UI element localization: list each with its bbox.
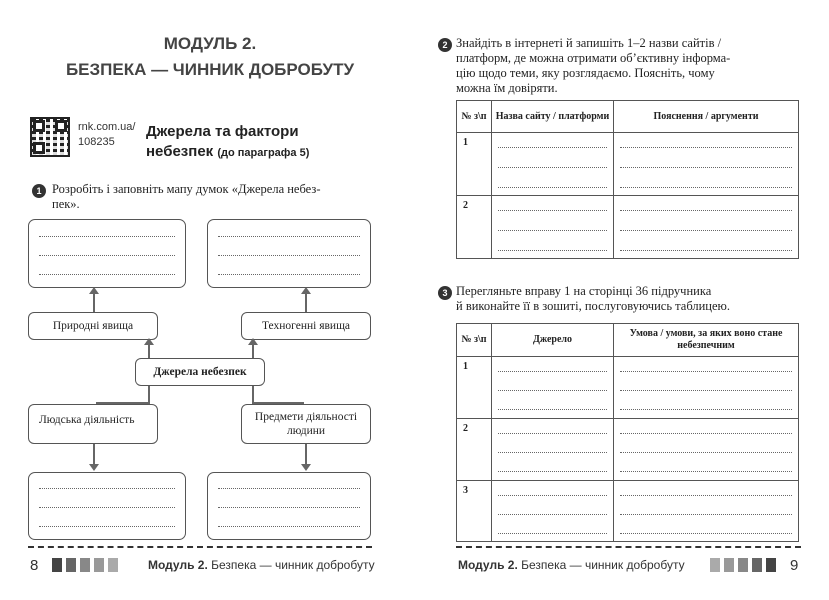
footer-square bbox=[766, 558, 776, 572]
footer-square bbox=[66, 558, 76, 572]
table-row bbox=[457, 481, 799, 542]
task2-line: можна їм довіряти. bbox=[456, 81, 558, 95]
condition-cell[interactable] bbox=[614, 419, 799, 481]
task2-text bbox=[456, 36, 801, 96]
sources-table bbox=[456, 323, 799, 542]
arrowhead-up-icon bbox=[144, 338, 154, 345]
source-cell[interactable] bbox=[492, 419, 614, 481]
answer-box-technogenic[interactable] bbox=[207, 219, 371, 288]
qr-url[interactable] bbox=[78, 120, 135, 150]
footer-subtitle: Безпека — чинник добробуту bbox=[521, 558, 685, 572]
node-technogenic: Техногенні явища bbox=[241, 312, 371, 340]
row-number: 3 bbox=[463, 485, 468, 496]
arrowhead-down-icon bbox=[89, 464, 99, 471]
table-row bbox=[457, 196, 799, 259]
arrow-down-objects bbox=[305, 444, 307, 466]
row-number: 1 bbox=[463, 361, 468, 372]
table-row bbox=[457, 133, 799, 196]
footer-module: Модуль 2. bbox=[148, 558, 208, 572]
task2-line: платформ, де можна отримати об’єктивну інформа- bbox=[456, 51, 731, 65]
source-cell[interactable] bbox=[492, 481, 614, 542]
qr-url-line2: 108235 bbox=[78, 136, 115, 148]
task3-line: й виконайте її в зошиті, послуговуючись таблицею. bbox=[456, 299, 730, 313]
page-number: 8 bbox=[30, 557, 39, 574]
section-title-line1: Джерела та фактори bbox=[146, 123, 299, 140]
sites-table bbox=[456, 100, 799, 259]
footer-title bbox=[458, 558, 685, 572]
task3-line: Перегляньте вправу 1 на сторінці 36 підручника bbox=[456, 284, 712, 298]
answer-box-natural[interactable] bbox=[28, 219, 186, 288]
footer-square bbox=[738, 558, 748, 572]
footer-divider bbox=[456, 546, 801, 548]
table-row bbox=[457, 419, 799, 481]
module-number: МОДУЛЬ 2. bbox=[163, 34, 257, 53]
footer-module: Модуль 2. bbox=[458, 558, 518, 572]
footer-square bbox=[80, 558, 90, 572]
col-header-site: Назва сайту / платформи bbox=[492, 101, 614, 133]
col-header-number: № з\п bbox=[457, 101, 492, 133]
footer-subtitle: Безпека — чинник добробуту bbox=[211, 558, 375, 572]
arrow-up-natural bbox=[93, 292, 95, 312]
footer-square bbox=[752, 558, 762, 572]
section-title bbox=[146, 122, 309, 163]
task2-line: цію щодо теми, яку розглядаємо. Поясніть, чому bbox=[456, 66, 715, 80]
right-page bbox=[414, 0, 829, 600]
footer-title bbox=[148, 558, 375, 572]
left-page bbox=[0, 0, 414, 600]
explanation-cell[interactable] bbox=[614, 133, 799, 196]
arrowhead-up-icon bbox=[301, 287, 311, 294]
qr-url-line1: rnk.com.ua/ bbox=[78, 121, 136, 133]
site-cell[interactable] bbox=[492, 196, 614, 259]
arrowhead-up-icon bbox=[248, 338, 258, 345]
task3-badge: 3 bbox=[438, 286, 452, 300]
footer-square bbox=[724, 558, 734, 572]
node-natural: Природні явища bbox=[28, 312, 158, 340]
task1-line1: Розробіть і заповніть мапу думок «Джерела небез- bbox=[52, 182, 321, 196]
task1-line2: пек». bbox=[52, 197, 80, 211]
col-header-condition: Умова / умови, за яких воно стане небезпечним bbox=[614, 324, 799, 357]
source-cell[interactable] bbox=[492, 357, 614, 419]
task1-text bbox=[52, 182, 382, 212]
site-cell[interactable] bbox=[492, 133, 614, 196]
condition-cell[interactable] bbox=[614, 357, 799, 419]
footer-square bbox=[710, 558, 720, 572]
node-human: Людська діяльність bbox=[28, 404, 158, 444]
page-number: 9 bbox=[790, 557, 799, 574]
answer-box-objects[interactable] bbox=[207, 472, 371, 540]
col-header-number: № з\п bbox=[457, 324, 492, 357]
node-objects-line2: людини bbox=[286, 425, 326, 437]
arrowhead-down-icon bbox=[301, 464, 311, 471]
footer-divider bbox=[28, 546, 372, 548]
condition-cell[interactable] bbox=[614, 481, 799, 542]
row-number: 2 bbox=[463, 200, 468, 211]
task2-line: Знайдіть в інтернеті й запишіть 1–2 назви сайтів / bbox=[456, 36, 722, 50]
row-number: 1 bbox=[463, 137, 468, 148]
footer-square bbox=[94, 558, 104, 572]
node-center: Джерела небезпек bbox=[135, 358, 265, 386]
answer-box-human[interactable] bbox=[28, 472, 186, 540]
table-row bbox=[457, 357, 799, 419]
explanation-cell[interactable] bbox=[614, 196, 799, 259]
arrowhead-up-icon bbox=[89, 287, 99, 294]
col-header-explanation: Пояснення / аргументи bbox=[614, 101, 799, 133]
footer-square bbox=[108, 558, 118, 572]
qr-code-icon[interactable] bbox=[30, 117, 70, 157]
node-objects-line1: Предмети діяльності bbox=[254, 411, 358, 423]
arrow-down-human bbox=[93, 444, 95, 466]
module-title: БЕЗПЕКА — ЧИННИК ДОБРОБУТУ bbox=[65, 60, 355, 79]
section-title-line2: небезпек bbox=[146, 143, 214, 160]
col-header-source: Джерело bbox=[492, 324, 614, 357]
footer-square bbox=[52, 558, 62, 572]
task2-badge: 2 bbox=[438, 38, 452, 52]
row-number: 2 bbox=[463, 423, 468, 434]
section-title-note: (до параграфа 5) bbox=[217, 147, 310, 159]
node-objects bbox=[241, 404, 371, 444]
arrow-up-technogenic bbox=[305, 292, 307, 312]
task1-badge: 1 bbox=[32, 184, 46, 198]
task3-text bbox=[456, 284, 801, 314]
